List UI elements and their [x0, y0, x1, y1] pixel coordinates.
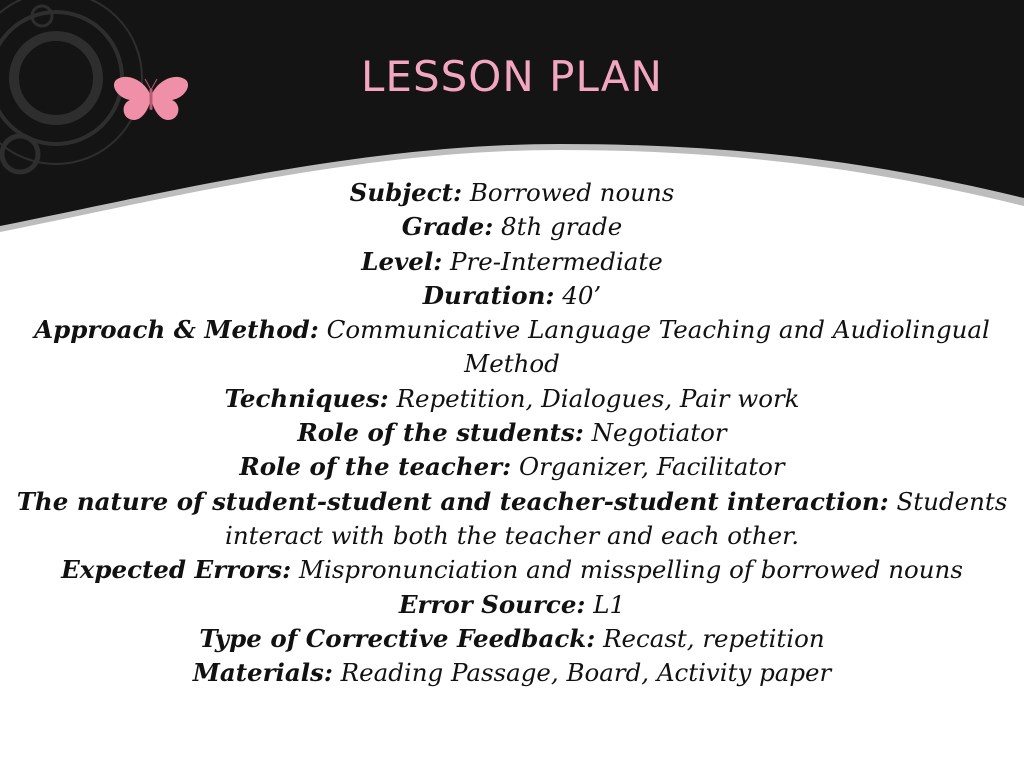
field-duration	[16, 279, 1008, 313]
field-grade	[16, 210, 1008, 244]
field-value: Reading Passage, Board, Activity paper	[340, 658, 832, 688]
field-label: Expected Errors:	[61, 555, 292, 585]
lesson-details	[16, 176, 1008, 690]
field-label: The nature of student-student and teacher-student interaction:	[16, 486, 889, 516]
field-value: Recast, repetition	[603, 623, 825, 653]
field-label: Role of the students:	[297, 418, 584, 448]
field-subject	[16, 176, 1008, 210]
field-label: Level:	[361, 246, 443, 276]
field-label: Materials:	[192, 658, 333, 688]
field-value: L1	[593, 589, 626, 619]
field-value: Mispronunciation and misspelling of borrowed nouns	[298, 555, 963, 585]
field-level	[16, 245, 1008, 279]
field-corrective-feedback	[16, 622, 1008, 656]
field-expected-errors	[16, 553, 1008, 587]
field-approach-method	[16, 313, 1008, 382]
field-interaction	[16, 485, 1008, 554]
field-role-teacher	[16, 450, 1008, 484]
slide-title: LESSON PLAN	[361, 52, 663, 101]
field-label: Grade:	[401, 212, 494, 242]
field-label: Approach & Method:	[34, 315, 319, 345]
field-value: Communicative Language Teaching and Audiolingual Method	[326, 315, 990, 379]
field-label: Duration:	[422, 280, 555, 310]
field-role-students	[16, 416, 1008, 450]
field-value: 8th grade	[501, 212, 623, 242]
field-label: Techniques:	[224, 383, 389, 413]
field-label: Type of Corrective Feedback:	[199, 623, 596, 653]
field-techniques	[16, 382, 1008, 416]
field-label: Error Source:	[398, 589, 586, 619]
field-value: Organizer, Facilitator	[519, 452, 785, 482]
field-error-source	[16, 588, 1008, 622]
field-materials	[16, 656, 1008, 690]
field-value: Students interact with both the teacher and each other.	[225, 486, 1008, 550]
field-value: Pre-Intermediate	[450, 246, 663, 276]
field-value: Negotiator	[591, 418, 727, 448]
field-value: Borrowed nouns	[469, 178, 675, 207]
field-label: Role of the teacher:	[239, 452, 512, 482]
field-label: Subject:	[349, 178, 463, 207]
field-value: Repetition, Dialogues, Pair work	[396, 383, 800, 413]
field-value: 40’	[562, 280, 602, 310]
